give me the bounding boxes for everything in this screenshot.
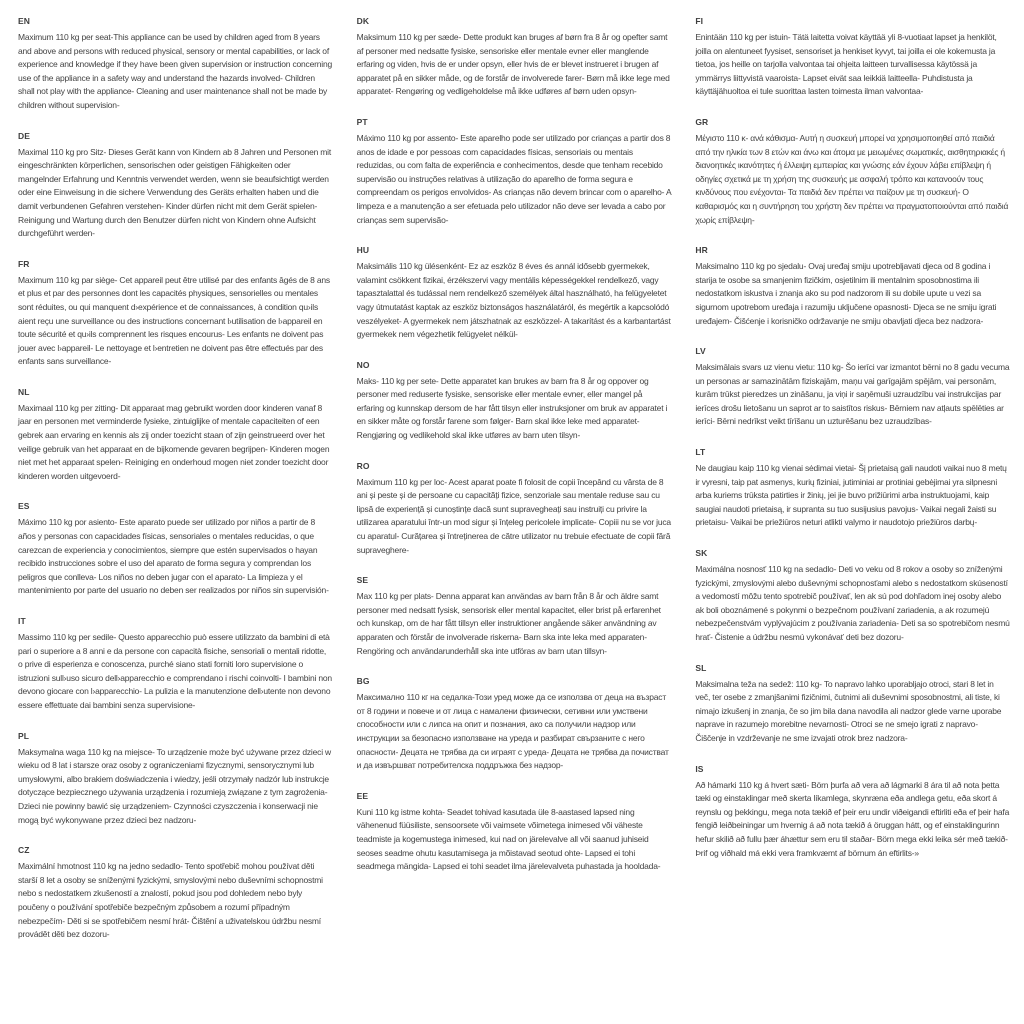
language-section-es [18,501,333,598]
language-section-en [18,16,333,113]
language-text: Maximálna nosnosť 110 kg na sedadlo- Deti vo veku od 8 rokov a osoby so zníženými fyzickými, zmyslovými alebo duševnými schopnosťami alebo s nedostatkom skúseností a vedomostí môžu tento spotrebič používať, len ak sú pod dohľadom inej osoby alebo ak boli oboznámené s pokynmi o bezpečnom používaní zariadenia, a ak rozumejú nebezpečenstvám vyplývajúcim z používania zariadenia- Deti sa so spotrebičom nesmú hrať- Čistenie a údržbu nesmú vykonávať deti bez dozoru- [695,564,1010,642]
language-section-no [357,360,672,443]
language-code-label: CZ [18,845,30,856]
language-code-label: BG [356,676,370,687]
language-text: Максимално 110 кг на седалка-Този уред може да се използва от деца на възраст от 8 години и повече и от лица с намалени физически, сетивни или умствени способности или с липса на опит и познания, ако са получили надзор или инструкции за безопасно използване на уреда и разбират свързаните с него опасности- Децата не трябва да си играят с уреда- Децата не трябва да почистват и да извършват потребителска поддръжка без надзор- [356,692,669,771]
language-text: Maximum 110 kg per loc- Acest aparat poate fi folosit de copii începând cu vârsta de 8 ani și peste și de persoane cu capacități fizice, senzoriale sau mentale reduse sau cu lipsă de experiență și cunoștințe dacă sunt supravegheați sau instruiți cu privire la utilizarea aparatului într-un mod sigur și înțeleg pericolele implicate- Copiii nu se vor juca cu aparatul- Curățarea și întreținerea de către utilizator nu trebuie efectuate de copii fără supraveghere- [356,476,671,555]
language-text: Ne daugiau kaip 110 kg vienai sėdimai vietai- Šį prietaisą gali naudoti vaikai nuo 8 metų ir vyresni, taip pat asmenys, kurių fiziniai, jutiminiai ar protiniai gebėjimai yra silpnesni arba kuriems trūksta patirties ir žinių, jei jie buvo prižiūrimi arba instruktuojami, kaip saugiai naudoti prietaisą, ir supranta su tuo susijusius pavojus- Vaikai negali žaisti su prietaisu- Vaikai be priežiūros neturi atlikti valymo ir naudotojo priežiūros darbų- [695,463,1007,528]
language-text: Máximo 110 kg por assento- Este aparelho pode ser utilizado por crianças a partir dos 8 anos de idade e por pessoas com capacidades físicas, sensoriais ou mentais reduzidas, ou com falta de experiência e conhecimentos, desde que tenham recebido supervisão ou instruções relativas à utilização do aparelho de forma segura e compreendam os perigos envolvidos- As crianças não devem brincar com o aparelho- A limpeza e a manutenção a ser efetuada pelo utilizador não deve ser levada a cabo por crianças sem supervisão- [356,132,671,225]
language-section-lv [695,346,1010,429]
language-section-pl [18,731,333,828]
language-code-label: PT [356,116,368,127]
language-text: Massimo 110 kg per sedile- Questo apparecchio può essere utilizzato da bambini di età pari o superiore a 8 anni e da persone con capacità fisiche, sensoriali o mentali ridotte, o prive di esperienza e conoscenza, purché siano stati forniti loro supervisione o istruzioni sull›uso sicuro dell›apparecchio e comprendano i rischi coinvolti- I bambini non devono giocare con l›apparecchio- La pulizia e la manutenzione dell›utente non devono essere effettuate dai bambini senza supervisione- [18,632,332,710]
language-text: Kuni 110 kg istme kohta- Seadet tohivad kasutada üle 8-aastased lapsed ning vähenenud füüsiliste, sensoorsete või vaimsete võimetega inimesed või väheste teadmiste ja kogemustega inimesed, kui nad on järelevalve all või saanud juhiseid seoses seadme ohutu kasutamisega ja mõistavad seotud ohte- Lapsed ei tohi seadmega mängida- Lapsed ei tohi seadet ilma järelevalveta puhastada ja hooldada- [356,806,661,872]
language-code-label: HU [356,245,370,256]
language-text: Μέγιστο 110 κ- ανά κάθισμα- Αυτή η συσκευή μπορεί να χρησιμοποιηθεί από παιδιά από την ηλικία των 8 ετών και άνω και άτομα με μειωμένες σωματικές, αισθητηριακές ή διανοητικές ικανότητες ή έλλειψη εμπειρίας και γνώσης εάν έχουν λάβει επίβλεψη ή οδηγίες σχετικά με τη χρήση της συσκευής με ασφαλή τρόπο και κατανοούν τους κινδύνους που ενέχονται- Τα παιδιά δεν πρέπει να παίζουν με τη συσκευή- Ο καθαρισμός και η συντήρηση του χρήστη δεν πρέπει να πραγματοποιούνται από παιδιά χωρίς επίβλεψη- [695,132,1009,225]
language-text: Maks- 110 kg per sete- Dette apparatet kan brukes av barn fra 8 år og oppover og personer med reduserte fysiske, sensoriske eller mentale evner, eller mangel på erfaring og kunnskap dersom de har fått tilsyn eller instruksjoner om bruk av apparatet i en sikker måte og forstår farene som følger- Barn skal ikke leke med apparatet- Rengjøring og vedlikehold skal ikke utføres av barn uten tilsyn- [356,375,668,441]
language-code-label: EN [18,16,31,26]
language-section-fr [18,259,333,369]
language-section-nl [18,387,333,484]
language-text: Máximo 110 kg por asiento- Este aparato puede ser utilizado por niños a partir de 8 años y personas con capacidades físicas, sensoriales o mentales reducidas, o que carezcan de experiencia y conocimientos, siempre que estén supervisados o hayan recibido instrucciones sobre el uso del aparato de forma segura y comprendan los peligros que conlleva- Los niños no deben jugar con el aparato- La limpieza y el mantenimiento por parte del usuario no deben ser realizados por niños sin supervisión- [18,517,329,596]
language-section-gr [695,117,1010,227]
language-section-ro [357,461,672,558]
language-section-cz [18,845,333,942]
language-code-label: FR [18,258,30,269]
language-code-label: PL [18,730,30,741]
language-text: Maximální hmotnost 110 kg na jedno sedadlo- Tento spotřebič mohou používat děti starší 8 let a osoby se sníženými fyzickými, smyslovými nebo duševními schopnostmi nebo s nedostatkem zkušeností a znalostí, pokud jsou pod dohledem nebo byly poučeny o používání spotřebiče bezpečným způsobem a rozumí případným nebezpečím- Děti si se spotřebičem nesmí hrát- Čištění a uživatelskou údržbu nesmí provádět děti bez dozoru- [18,861,323,940]
language-section-lt [695,447,1010,530]
language-text: Maksimum 110 kg per sæde- Dette produkt kan bruges af børn fra 8 år og opefter samt af personer med nedsatte fysiske, sensoriske eller mentale evner eller manglende erfaring og viden, hvis de er under opsyn, eller hvis de er blevet instrueret i brugen af apparatet på en sikker måde, og de forstår de involverede farer- Børn må ikke lege med apparatet- Rengøring og vedligeholdelse må ikke udføres af børn uden opsyn- [356,32,670,97]
language-code-label: HR [695,245,708,256]
language-code-label: EE [356,790,369,801]
language-section-fi [695,16,1010,99]
language-code-label: IT [18,616,26,626]
language-code-label: IS [695,763,704,774]
language-section-it [18,616,333,713]
language-text: Maximum 110 kg par siège- Cet appareil peut être utilisé par des enfants âgés de 8 ans et plus et par des personnes dont les capacités physiques, sensorielles ou mentales sont réduites, ou qui manquent d›expérience et de connaissances, à condition qu›ils aient reçu une surveillance ou des instructions concernant l›utilisation de l›appareil en toute sécurité et qu›ils comprennent les risques encourus- Les enfants ne doivent pas jouer avec l›appareil- Le nettoyage et l›entretien ne doivent pas être effectués par des enfants sans surveillance- [18,274,330,367]
language-code-label: NL [18,386,30,397]
language-section-bg [357,676,672,773]
language-text: Að hámarki 110 kg á hvert sæti- Börn þurfa að vera að lágmarki 8 ára til að nota þetta tæki og einstaklingar með skerta líkamlega, skynræna eða andlega getu, eða skort á reynslu og þekkingu, mega nota tækið ef þeir eru undir viðeigandi eftirliti eða ef þeir hafa fengið leiðbeiningar um hvernig á að nota tækið á öruggan hátt, og ef einstaklingurinn hefur skilið að fullu þær áhættur sem eru til staðar- Börn mega ekki leika sér með tækið- Þrif og viðhald má ekki vera framkvæmt af börnum án eftirlits-» [695,779,1010,858]
language-text: Maksimalno 110 kg po sjedalu- Ovaj uređaj smiju upotrebljavati djeca od 8 godina i starija te osobe sa smanjenim fizičkim, osjetilnim ili mentalnim sposobnostima ili nedostatkom iskustva i znanja ako su pod nadzorom ili su dobile upute u vezi sa sigurnom upotrebom uređaja i razumiju uključene opasnosti- Djeca se ne smiju igrati uređajem- Čišćenje i korisničko održavanje ne smiju obavljati djeca bez nadzora- [695,261,997,326]
language-text: Maximal 110 kg pro Sitz- Dieses Gerät kann von Kindern ab 8 Jahren und Personen mit eingeschränkten körperlichen, sensorischen oder geistigen Fähigkeiten oder mangelnder Erfahrung und Kenntnis verwendet werden, wenn sie beaufsichtigt werden oder eine Einweisung in die sichere Verwendung des Geräts erhalten haben und die damit verbundenen Gefahren verstehen- Kinder dürfen nicht mit dem Gerät spielen- Reinigung und Wartung durch den Benutzer dürfen nicht von Kindern ohne Aufsicht durchgeführt werden- [18,146,332,239]
language-text: Max 110 kg per plats- Denna apparat kan användas av barn från 8 år och äldre samt personer med nedsatt fysisk, sensorisk eller mental kapacitet, eller brist på erfarenhet och kunskap, om de har fått tillsyn eller instruktioner angående säker användning av apparaten och förstår de involverade riskerna- Barn ska inte leka med apparaten- Rengöring och användarunderhåll ska inte utföras av barn utan tillsyn- [356,591,661,656]
language-section-ee [357,791,672,874]
language-code-label: GR [695,116,709,127]
language-section-hr [695,245,1010,328]
language-code-label: FI [695,16,704,26]
column-2 [357,16,672,960]
language-section-is [695,764,1010,861]
language-section-hu [357,245,672,342]
language-code-label: LV [695,346,706,357]
language-section-se [357,575,672,658]
language-section-sl [695,663,1010,746]
language-text: Enintään 110 kg per istuin- Tätä laitetta voivat käyttää yli 8-vuotiaat lapset ja henkilöt, joilla on alentuneet fyysiset, sensoriset ja henkiset kyvyt, tai joilla ei ole kokemusta ja tietoa, jos heille on tarjolla valvontaa tai ohjeita laitteen turvallisessa käytössä ja ymmärrys liittyvistä vaaroista- Lapset eivät saa leikkiä laitteella- Puhdistusta ja käyttäjähuoltoa ei tule suorittaa lasten toimesta ilman valvontaa- [695,32,997,97]
column-1 [18,16,333,960]
language-text: Maksimālais svars uz vienu vietu: 110 kg- Šo ierīci var izmantot bērni no 8 gadu vecuma un personas ar samazinātām fiziskajām, maņu vai garīgajām spējām, vai personām, kurām trūkst pieredzes un zināšanu, ja viņi ir saņēmuši uzraudzību vai instrukcijas par ierīces drošu lietošanu un saprot ar to saistītos riskus- Bērniem nav atļauts spēlēties ar ierīci- Bērni nedrīkst veikt tīrīšanu un uzturēšanu bez uzraudzības- [695,362,1010,427]
language-code-label: ES [18,501,30,512]
language-code-label: SE [356,575,369,586]
language-text: Maximum 110 kg per seat-This appliance can be used by children aged from 8 years and above and persons with reduced physical, sensory or mental capabilities, or lack of experience and knowledge if they have been given supervision or instruction concerning use of the appliance in a safety way and understand the hazards involved- Children shall not play with the appliance- Cleaning and user maintenance shall not be made by children without supervision- [18,32,333,110]
language-code-label: NO [356,359,370,370]
column-3 [695,16,1010,960]
language-code-label: DK [356,16,370,26]
language-code-label: LT [695,447,706,458]
language-text: Maksimális 110 kg ülésenként- Ez az eszköz 8 éves és annál idősebb gyermekek, valamint csökkent fizikai, érzékszervi vagy mentális képességekkel rendelkező, vagy tapasztalattal és tudással nem rendelkező személyek által használható, ha felügyeletet vagy útmutatást kaptak az eszköz biztonságos használatáról, és megértik a kapcsolódó veszélyeket- A gyermekek nem játszhatnak az eszközzel- A takarítást és a karbantartást gyermekek nem végezhetik felügyelet nélkül- [356,261,671,340]
language-code-label: SK [695,548,708,559]
language-section-de [18,131,333,241]
language-text: Maksimalna teža na sedež: 110 kg- To napravo lahko uporabljajo otroci, stari 8 let in več, ter osebe z zmanjšanimi fizičnimi, čutnimi ali duševnimi sposobnostmi, ali tiste, ki nimajo izkušenj in znanja, če so jim bila dana navodila ali nadzor glede varne uporabe naprave in razumejo morebitne nevarnosti- Otroci se ne smejo igrati z napravo- Čiščenje in vzdrževanje ne sme izvajati otrok brez nadzora- [695,678,1002,743]
language-text: Maksymalna waga 110 kg na miejsce- To urządzenie może być używane przez dzieci w wieku od 8 lat i starsze oraz osoby z ograniczeniami fizycznymi, sensorycznymi lub umysłowymi, albo brakiem doświadczenia i wiedzy, jeśli otrzymały nadzór lub instrukcje dotyczące bezpiecznego używania urządzenia i rozumieją związane z tym zagrożenia- Dzieci nie powinny bawić się urządzeniem- Czynności czyszczenia i konserwacji nie mogą być wykonywane przez dzieci bez nadzoru- [18,746,331,825]
language-code-label: DE [18,130,31,141]
language-section-pt [357,117,672,227]
language-text: Maximaal 110 kg per zitting- Dit apparaat mag gebruikt worden door kinderen vanaf 8 jaar en personen met verminderde fysieke, zintuiglijke of mentale capaciteiten of een gebrek aan ervaring en kennis als zij onder toezicht staan of zijn geinstrueerd over het veilige gebruik van het apparaat en de bijkomende gevaren begrijpen- Kinderen mogen niet met het apparaat spelen- Reiniging en onderhoud mogen niet zonder toezicht door kinderen worden uitgevoerd- [18,402,330,481]
language-section-sk [695,548,1010,645]
language-code-label: RO [356,460,370,471]
language-section-dk [357,16,672,99]
language-code-label: SL [695,662,707,673]
